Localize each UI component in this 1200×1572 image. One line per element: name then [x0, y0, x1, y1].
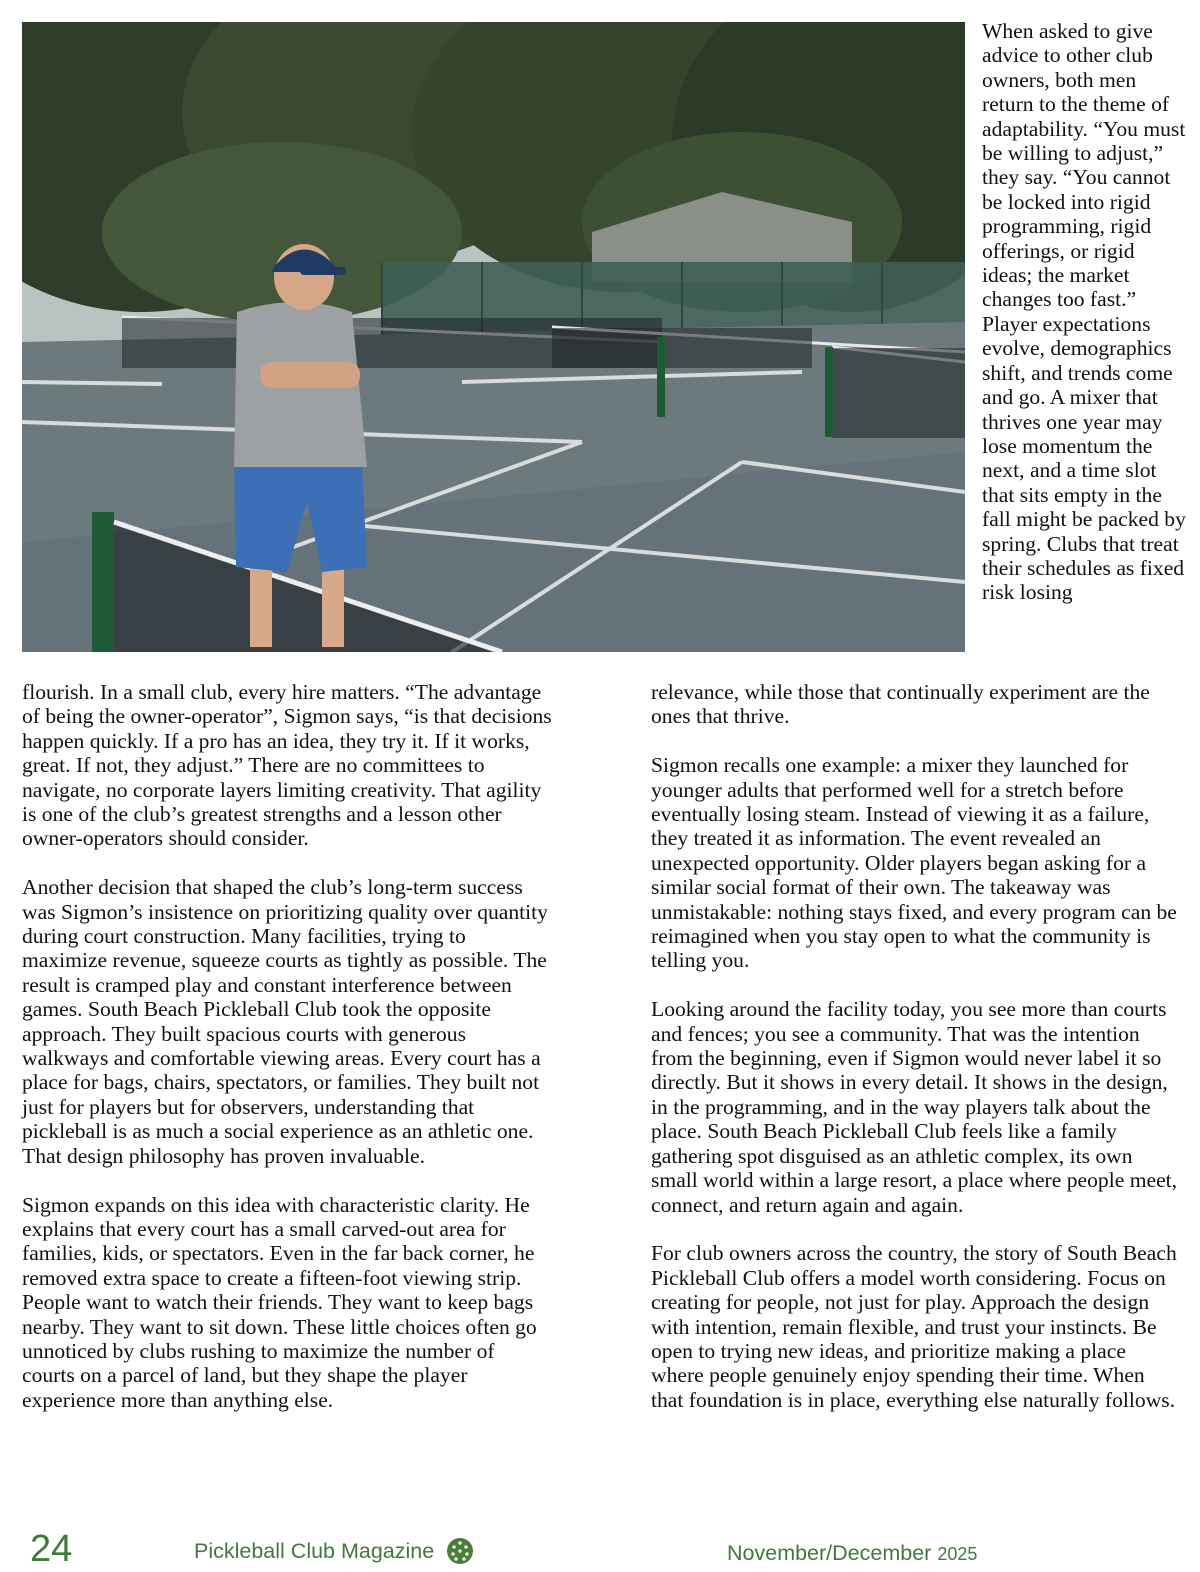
- article-photo: [22, 22, 965, 652]
- sidebar-text: [982, 19, 1187, 605]
- left-paragraph-1: flourish. In a small club, every hire matters. “The advantage of being the owner-operator”, Sigmon says, “is that decisions happen quickly. If a pro has an idea, they try it. If it works, great. If not, they adjust.” There are no committees to navigate, no corporate layers limiting creativity. That agility is one of the club’s greatest strengths and a lesson other owner-operators should consider.: [22, 680, 552, 851]
- left-paragraph-3: Sigmon expands on this idea with characteristic clarity. He explains that every court has a small carved-out area for families, kids, or spectators. Even in the far back corner, he removed extra space to create a fifteen-foot viewing strip. People want to watch their friends. They want to keep bags nearby. They want to sit down. These little choices often go unnoticed by clubs rushing to maximize the number of courts on a parcel of land, but they shape the player experience more than anything else.: [22, 1192, 537, 1412]
- right-paragraph-2: Sigmon recalls one example: a mixer they launched for younger adults that performed well for a stretch before eventually losing steam. Instead of viewing it as a failure, they treated it as information. The event revealed an unexpected opportunity. Older players began asking for a similar social format of their own. The takeaway was unmistakable: nothing stays fixed, and every program can be reimagined when you stay open to what the community is telling you.: [651, 753, 1177, 973]
- page-number: 24: [30, 1528, 73, 1570]
- issue-date: [727, 1539, 977, 1568]
- left-paragraph-2: Another decision that shaped the club’s long-term success was Sigmon’s insistence on prioritizing quality over quantity during court construction. Many facilities, trying to maximize revenue, squeeze courts as tightly as possible. The result is cramped play and constant interference between games. South Beach Pickleball Club took the opposite approach. They built spacious courts with generous walkways and comfortable viewing areas. Every court has a place for bags, chairs, spectators, or families. They built not just for players but for observers, understanding that pickleball is as much a social experience as an athletic one. That design philosophy has proven invaluable.: [22, 875, 548, 1168]
- right-paragraph-4: For club owners across the country, the story of South Beach Pickleball Club offers a model worth considering. Focus on creating for people, not just for play. Approach the design with intention, remain flexible, and trust your instincts. Be open to trying new ideas, and prioritize making a place where people genuinely enjoy spending their time. When that foundation is in place, everything else naturally follows.: [651, 1241, 1177, 1412]
- pickleball-icon: [446, 1537, 474, 1565]
- magazine-name: [194, 1537, 474, 1565]
- issue-month: November/December: [727, 1541, 932, 1565]
- issue-year: 2025: [937, 1544, 978, 1564]
- right-paragraph-1: relevance, while those that continually experiment are the ones that thrive.: [651, 680, 1150, 729]
- right-column: [651, 680, 1181, 1412]
- court-photo-illustration: [22, 22, 965, 652]
- magazine-title: Pickleball Club Magazine: [194, 1539, 435, 1563]
- sidebar-paragraph: When asked to give advice to other club owners, both men return to the theme of adaptability. “You must be willing to adjust,” they say. “You cannot be locked into rigid programming, rigid offerings, or rigid ideas; the market changes too fast.” Player expectations evolve, demographics shift, and trends come and go. A mixer that thrives one year may lose momentum the next, and a time slot that sits empty in the fall might be packed by spring. Clubs that treat their schedules as fixed risk losing: [982, 19, 1186, 605]
- right-paragraph-3: Looking around the facility today, you see more than courts and fences; you see a community. That was the intention from the beginning, even if Sigmon would never label it so directly. But it shows in every detail. It shows in the design, in the programming, and in the way players talk about the place. South Beach Pickleball Club feels like a family gathering spot disguised as an athletic complex, its own small world within a large resort, a place where people meet, connect, and return again and again.: [651, 997, 1178, 1217]
- left-column: [22, 680, 552, 1412]
